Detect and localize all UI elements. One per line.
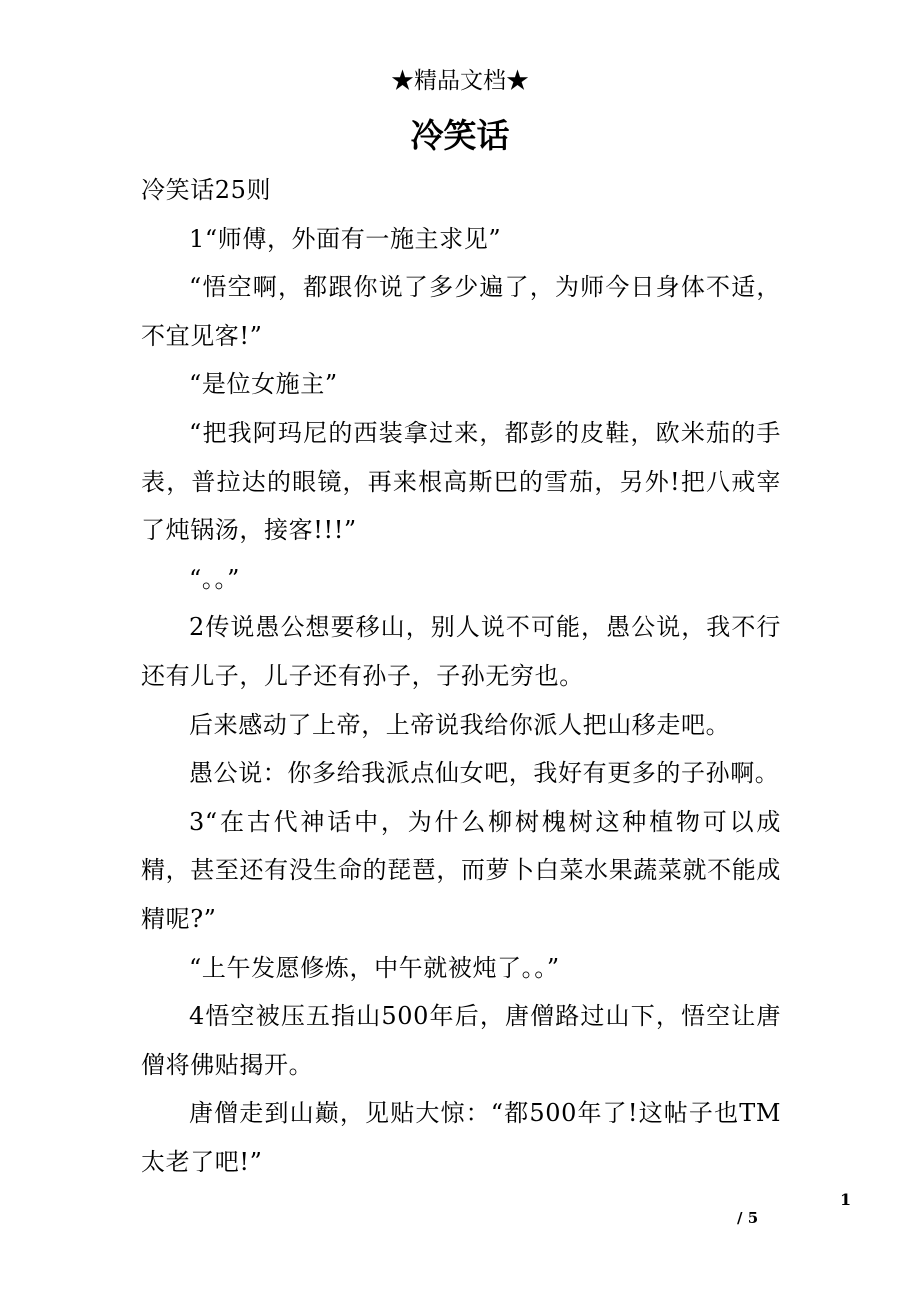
page-total: / 5 <box>737 1209 759 1227</box>
body-paragraph: 唐僧走到山巅，见贴大惊：“都500年了!这帖子也TM太老了吧!” <box>141 1099 781 1176</box>
document-body <box>141 166 781 1186</box>
body-paragraph: 4悟空被压五指山500年后，唐僧路过山下，悟空让唐僧将佛贴揭开。 <box>141 1002 781 1079</box>
body-paragraph: “上午发愿修炼，中午就被炖了。。” <box>189 953 560 982</box>
document-title: 冷笑话 <box>410 116 510 155</box>
body-paragraph: “悟空啊，都跟你说了多少遍了，为师今日身体不适，不宜见客!” <box>141 273 781 350</box>
page-number: 1 <box>840 1190 852 1209</box>
body-paragraph: “把我阿玛尼的西装拿过来，都彭的皮鞋，欧米茄的手表，普拉达的眼镜，再来根高斯巴的雪茄，另外!把八戒宰了炖锅汤，接客!!!” <box>141 418 781 545</box>
body-paragraph: 1“师傅，外面有一施主求见” <box>189 224 502 253</box>
subtitle-paragraph: 冷笑话25则 <box>141 176 272 204</box>
body-paragraph: 2传说愚公想要移山，别人说不可能，愚公说，我不行还有儿子，儿子还有孙子，子孙无穷也。 <box>141 613 781 690</box>
body-paragraph: 愚公说：你多给我派点仙女吧，我好有更多的子孙啊。 <box>189 759 780 788</box>
body-paragraph: 3“在古代神话中，为什么柳树槐树这种植物可以成精，甚至还有没生命的琵琶，而萝卜白菜水果蔬菜就不能成精呢?” <box>141 807 781 933</box>
body-paragraph: “。。” <box>189 564 240 593</box>
body-paragraph: “是位女施主” <box>189 370 338 399</box>
document-banner: ★精品文档★ <box>391 68 529 94</box>
body-paragraph: 后来感动了上帝，上帝说我给你派人把山移走吧。 <box>189 710 731 739</box>
